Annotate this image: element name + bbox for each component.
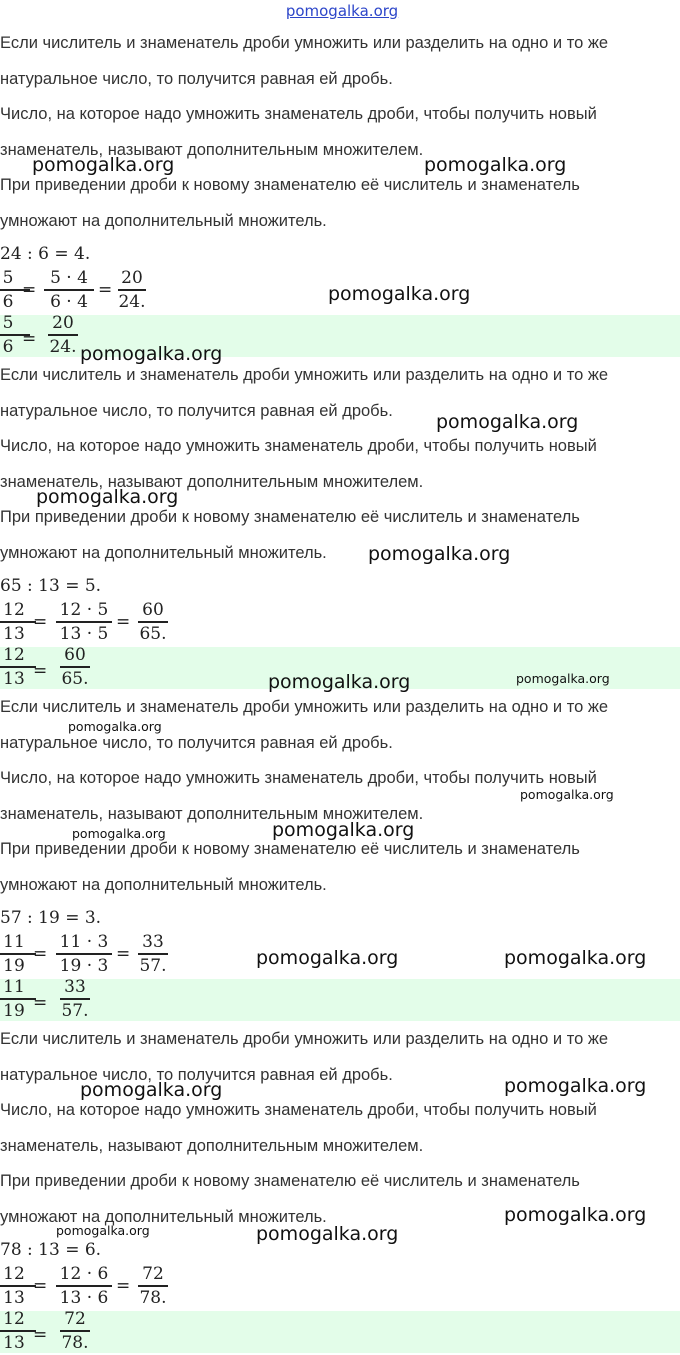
rule-line-4: знаменатель, называют дополнительным множителем.: [0, 141, 424, 159]
answer-box: [0, 979, 680, 1021]
solution-section-4: [0, 1024, 680, 1355]
answer-fraction-original: 12 13: [0, 647, 36, 689]
rule-line-1: Если числитель и знаменатель дроби умножить или разделить на одно и то же: [0, 34, 609, 52]
equals-sign: =: [33, 944, 48, 964]
watermark: pomogalka.org: [424, 154, 567, 176]
answer-fraction-result: 20 24.: [49, 315, 77, 357]
watermark: pomogalka.org: [504, 947, 647, 969]
denominator: 65.: [139, 623, 167, 644]
equals-sign: =: [33, 1276, 48, 1296]
watermark: pomogalka.org: [72, 826, 166, 841]
fraction-original: [0, 1264, 36, 1308]
solution-section-1: [0, 28, 680, 359]
denominator: 24.: [118, 291, 146, 312]
watermark: pomogalka.org: [80, 343, 223, 365]
numerator: 60: [142, 600, 164, 620]
watermark: pomogalka.org: [368, 543, 511, 565]
watermark: pomogalka.org: [436, 411, 579, 433]
fraction-equation: [0, 268, 300, 314]
watermark: pomogalka.org: [504, 1075, 647, 1097]
fraction-multiplied: [56, 600, 112, 644]
watermark: pomogalka.org: [68, 719, 162, 734]
division-line: 57 : 19 = 3.: [0, 908, 102, 928]
rule-line-5: При приведении дроби к новому знаменателю её числитель и знаменатель: [0, 508, 580, 526]
rule-line-2: натуральное число, то получится равная ей дробь.: [0, 734, 393, 752]
rule-line-3: Число, на которое надо умножить знаменатель дроби, чтобы получить новый: [0, 105, 597, 123]
answer-fraction-result: 72 78.: [61, 1311, 89, 1353]
numerator: 12 · 6: [59, 1264, 109, 1284]
equals-sign: =: [33, 661, 48, 681]
equals-sign: =: [98, 280, 113, 300]
answer-fraction-original: 11 19: [0, 979, 36, 1021]
rule-line-3: Число, на которое надо умножить знаменатель дроби, чтобы получить новый: [0, 437, 597, 455]
equals-sign: =: [33, 1325, 48, 1345]
answer-fraction-result: 60 65.: [61, 647, 89, 689]
numerator: 5: [2, 268, 14, 288]
numerator: 12: [3, 600, 25, 620]
equals-sign: =: [33, 612, 48, 632]
fraction-multiplied: [56, 1264, 112, 1308]
rule-line-5: При приведении дроби к новому знаменателю её числитель и знаменатель: [0, 1172, 580, 1190]
equals-sign: =: [116, 944, 131, 964]
answer-fraction-original: 12 13: [0, 1311, 36, 1353]
denominator: 6 · 4: [50, 291, 88, 312]
equals-sign: =: [116, 1276, 131, 1296]
rule-line-5: При приведении дроби к новому знаменателю её числитель и знаменатель: [0, 840, 580, 858]
denominator: 13: [3, 1287, 25, 1308]
watermark: pomogalka.org: [256, 1223, 399, 1245]
equals-sign: =: [33, 993, 48, 1013]
answer-fraction-result: 33 57.: [61, 979, 89, 1021]
rule-line-1: Если числитель и знаменатель дроби умножить или разделить на одно и то же: [0, 1030, 609, 1048]
denominator: 13 · 5: [59, 623, 109, 644]
fraction-equation: [0, 600, 300, 646]
fraction-original: [0, 600, 36, 644]
fraction-result: [138, 932, 168, 976]
site-link[interactable]: pomogalka.org: [285, 2, 399, 20]
solution-section-2: [0, 360, 680, 691]
numerator: 12 · 5: [59, 600, 109, 620]
denominator: 78.: [139, 1287, 167, 1308]
equals-sign: =: [22, 280, 37, 300]
rule-line-3: Число, на которое надо умножить знаменатель дроби, чтобы получить новый: [0, 1101, 597, 1119]
fraction-equation: [0, 1264, 300, 1310]
rule-line-6: умножают на дополнительный множитель.: [0, 876, 327, 894]
denominator: 6: [2, 291, 14, 312]
fraction-result: [138, 600, 168, 644]
equals-sign: =: [22, 329, 37, 349]
equals-sign: =: [116, 612, 131, 632]
numerator: 72: [142, 1264, 164, 1284]
solution-section-3: [0, 692, 680, 1023]
fraction-multiplied: [56, 932, 112, 976]
fraction-result: [138, 1264, 168, 1308]
rule-line-6: умножают на дополнительный множитель.: [0, 1208, 327, 1226]
rule-line-1: Если числитель и знаменатель дроби умножить или разделить на одно и то же: [0, 366, 609, 384]
watermark: pomogalka.org: [32, 154, 175, 176]
watermark: pomogalka.org: [56, 1223, 150, 1238]
watermark: pomogalka.org: [80, 1079, 223, 1101]
rule-line-2: натуральное число, то получится равная ей дробь.: [0, 1066, 393, 1084]
numerator: 20: [121, 268, 143, 288]
fraction-original: [0, 932, 36, 976]
numerator: 33: [142, 932, 164, 952]
rule-line-5: При приведении дроби к новому знаменателю её числитель и знаменатель: [0, 176, 580, 194]
watermark: pomogalka.org: [268, 671, 411, 693]
numerator: 11: [3, 932, 25, 952]
watermark: pomogalka.org: [272, 819, 415, 841]
answer-box: [0, 1311, 680, 1353]
rule-line-3: Число, на которое надо умножить знаменатель дроби, чтобы получить новый: [0, 769, 597, 787]
watermark: pomogalka.org: [328, 283, 471, 305]
division-line: 65 : 13 = 5.: [0, 576, 102, 596]
rule-line-6: умножают на дополнительный множитель.: [0, 544, 327, 562]
numerator: 5 · 4: [50, 268, 88, 288]
denominator: 19: [3, 955, 25, 976]
watermark: pomogalka.org: [256, 947, 399, 969]
denominator: 13: [3, 623, 25, 644]
rule-line-6: умножают на дополнительный множитель.: [0, 212, 327, 230]
denominator: 13 · 6: [59, 1287, 109, 1308]
fraction-equation: [0, 932, 300, 978]
numerator: 11 · 3: [59, 932, 109, 952]
answer-fraction-original: 5 6: [0, 315, 30, 357]
numerator: 12: [3, 1264, 25, 1284]
division-line: 78 : 13 = 6.: [0, 1240, 102, 1260]
rule-line-1: Если числитель и знаменатель дроби умножить или разделить на одно и то же: [0, 698, 609, 716]
rule-line-2: натуральное число, то получится равная ей дробь.: [0, 402, 393, 420]
rule-line-4: знаменатель, называют дополнительным множителем.: [0, 1137, 424, 1155]
rule-line-4: знаменатель, называют дополнительным множителем.: [0, 805, 424, 823]
rule-line-2: натуральное число, то получится равная ей дробь.: [0, 70, 393, 88]
fraction-multiplied: [44, 268, 94, 312]
watermark: pomogalka.org: [36, 486, 179, 508]
rule-line-4: знаменатель, называют дополнительным множителем.: [0, 473, 424, 491]
watermark: pomogalka.org: [520, 787, 614, 802]
division-line: 24 : 6 = 4.: [0, 244, 91, 264]
denominator: 57.: [139, 955, 167, 976]
watermark: pomogalka.org: [504, 1204, 647, 1226]
denominator: 19 · 3: [59, 955, 109, 976]
fraction-result: [118, 268, 146, 312]
watermark: pomogalka.org: [516, 671, 610, 686]
